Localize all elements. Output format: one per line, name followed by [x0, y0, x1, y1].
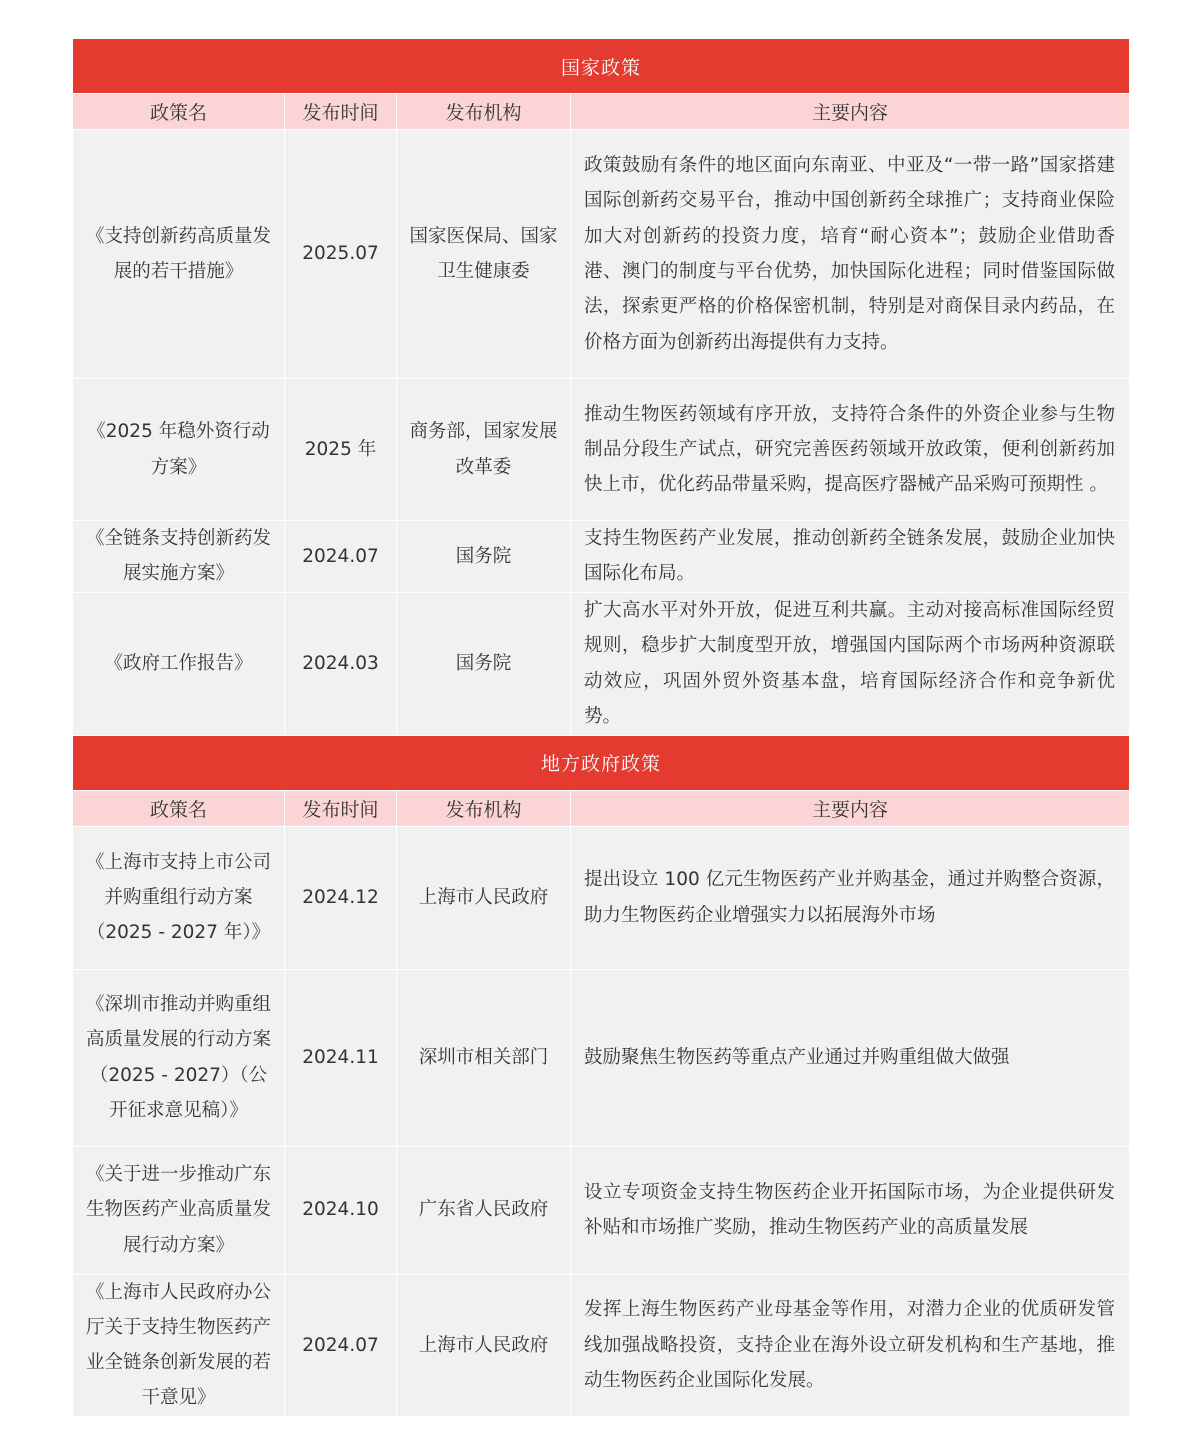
policy-content: 支持生物医药产业发展，推动创新药全链条发展，鼓励企业加快国际化布局。 — [571, 521, 1130, 593]
col-header-name: 政策名 — [73, 94, 285, 130]
col-header-date: 发布时间 — [285, 94, 397, 130]
table-row — [73, 592, 1130, 735]
section-title: 地方政府政策 — [73, 735, 1130, 790]
policy-agency: 深圳市相关部门 — [397, 969, 571, 1146]
policy-agency: 国务院 — [397, 521, 571, 593]
policy-agency: 广东省人民政府 — [397, 1146, 571, 1274]
policy-table-container — [72, 38, 1129, 1417]
table-row — [73, 521, 1130, 593]
policy-name: 《深圳市推动并购重组高质量发展的行动方案（2025 - 2027）（公开征求意见稿）》 — [73, 969, 285, 1146]
section-title: 国家政策 — [73, 39, 1130, 94]
policy-agency: 国务院 — [397, 592, 571, 735]
policy-date: 2025.07 — [285, 130, 397, 379]
policy-name: 《2025 年稳外资行动方案》 — [73, 379, 285, 521]
policy-date: 2024.07 — [285, 1274, 397, 1416]
policy-name: 《全链条支持创新药发展实施方案》 — [73, 521, 285, 593]
policy-name: 《上海市支持上市公司并购重组行动方案（2025 - 2027 年）》 — [73, 826, 285, 969]
section-header-local — [73, 735, 1130, 790]
col-header-agency: 发布机构 — [397, 94, 571, 130]
policy-agency: 上海市人民政府 — [397, 826, 571, 969]
policy-agency: 国家医保局、国家卫生健康委 — [397, 130, 571, 379]
policy-name: 《支持创新药高质量发展的若干措施》 — [73, 130, 285, 379]
table-row — [73, 130, 1130, 379]
section-header-national — [73, 39, 1130, 94]
policy-content: 设立专项资金支持生物医药企业开拓国际市场，为企业提供研发补贴和市场推广奖励，推动生物医药产业的高质量发展 — [571, 1146, 1130, 1274]
table-row — [73, 1146, 1130, 1274]
table-row — [73, 1274, 1130, 1416]
policy-content: 鼓励聚焦生物医药等重点产业通过并购重组做大做强 — [571, 969, 1130, 1146]
policy-content: 扩大高水平对外开放，促进互利共赢。主动对接高标准国际经贸规则，稳步扩大制度型开放，增强国内国际两个市场两种资源联动效应，巩固外贸外资基本盘，培育国际经济合作和竞争新优势。 — [571, 592, 1130, 735]
table-row — [73, 969, 1130, 1146]
policy-date: 2024.03 — [285, 592, 397, 735]
column-header-row — [73, 94, 1130, 130]
policy-content: 推动生物医药领域有序开放，支持符合条件的外资企业参与生物制品分段生产试点，研究完善医药领域开放政策，便利创新药加快上市，优化药品带量采购，提高医疗器械产品采购可预期性 。 — [571, 379, 1130, 521]
policy-table — [72, 38, 1130, 1417]
col-header-date: 发布时间 — [285, 790, 397, 826]
policy-date: 2024.12 — [285, 826, 397, 969]
table-row — [73, 826, 1130, 969]
policy-agency: 上海市人民政府 — [397, 1274, 571, 1416]
policy-name: 《关于进一步推动广东生物医药产业高质量发展行动方案》 — [73, 1146, 285, 1274]
policy-name: 《政府工作报告》 — [73, 592, 285, 735]
col-header-content: 主要内容 — [571, 790, 1130, 826]
policy-content: 提出设立 100 亿元生物医药产业并购基金，通过并购整合资源，助力生物医药企业增强实力以拓展海外市场 — [571, 826, 1130, 969]
policy-content: 政策鼓励有条件的地区面向东南亚、中亚及“一带一路”国家搭建国际创新药交易平台，推动中国创新药全球推广；支持商业保险加大对创新药的投资力度，培育“耐心资本”；鼓励企业借助香港、澳门的制度与平台优势，加快国际化进程；同时借鉴国际做法，探索更严格的价格保密机制，特别是对商保目录内药品，在价格方面为创新药出海提供有力支持。 — [571, 130, 1130, 379]
policy-date: 2024.10 — [285, 1146, 397, 1274]
policy-content: 发挥上海生物医药产业母基金等作用，对潜力企业的优质研发管线加强战略投资，支持企业在海外设立研发机构和生产基地，推动生物医药企业国际化发展。 — [571, 1274, 1130, 1416]
col-header-name: 政策名 — [73, 790, 285, 826]
col-header-agency: 发布机构 — [397, 790, 571, 826]
col-header-content: 主要内容 — [571, 94, 1130, 130]
table-row — [73, 379, 1130, 521]
column-header-row — [73, 790, 1130, 826]
policy-agency: 商务部，国家发展改革委 — [397, 379, 571, 521]
policy-date: 2025 年 — [285, 379, 397, 521]
policy-date: 2024.11 — [285, 969, 397, 1146]
policy-date: 2024.07 — [285, 521, 397, 593]
policy-name: 《上海市人民政府办公厅关于支持生物医药产业全链条创新发展的若干意见》 — [73, 1274, 285, 1416]
